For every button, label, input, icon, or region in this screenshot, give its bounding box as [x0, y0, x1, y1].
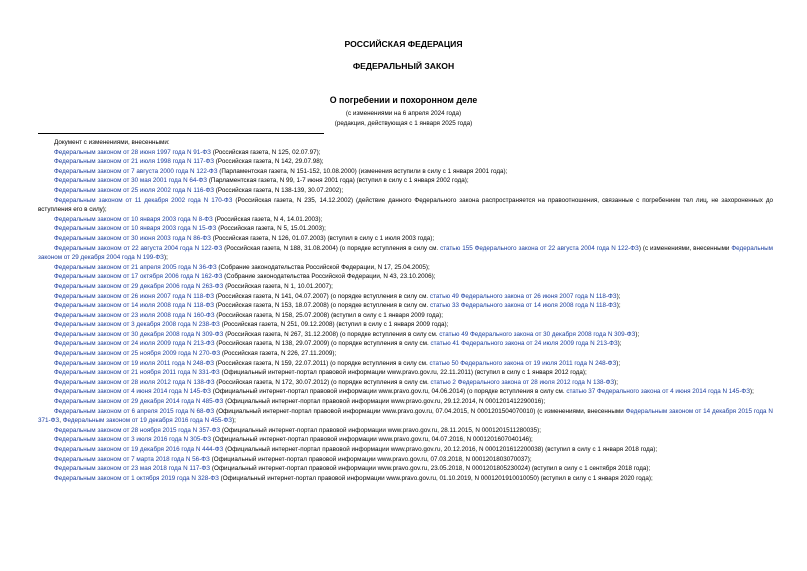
amendment-source-text: ) (с изменениями, внесенными	[638, 244, 732, 252]
amendment-source-text: (Официальный интернет-портал правовой информации www.pravo.gov.ru, 07.03.2018, N 0001201803070037);	[209, 455, 532, 463]
amendment-source-text: (Российская газета, N 188, 31.08.2004) (о порядке вступления в силу см.	[222, 244, 441, 252]
amendment-law-link[interactable]: Федеральным законом от 23 июля 2008 года N 160-ФЗ	[54, 311, 215, 319]
amendment-law-link[interactable]: Федеральным законом от 1 октября 2019 года N 328-ФЗ	[54, 474, 219, 482]
amendment-source-text: (Российская газета, N 235, 14.12.2002) (действие данного Федерального закона распространяется на правоотношения, связанные с погребением тел лиц, не захороненных до вступления его в силу);	[38, 196, 774, 214]
amendment-law-link[interactable]: Федеральным законом от 7 марта 2018 года N 56-ФЗ	[54, 455, 210, 463]
amendment-item	[38, 311, 773, 321]
amendment-law-link[interactable]: статью 2 Федерального закона от 28 июля 2012 года N 138-ФЗ	[430, 378, 615, 386]
amendment-law-link[interactable]: статью 50 Федерального закона от 19 июля 2011 года N 248-ФЗ	[429, 359, 617, 367]
amendment-law-link[interactable]: Федеральным законом от 28 июля 2012 года N 138-ФЗ	[54, 378, 215, 386]
amendment-source-text: );	[635, 330, 640, 338]
amendment-item	[38, 157, 773, 167]
amendment-law-link[interactable]: Федеральным законом от 7 августа 2000 года N 122-ФЗ	[54, 167, 218, 175]
amendment-source-text: (Собрание законодательства Российской Федерации, N 17, 25.04.2005);	[216, 263, 430, 271]
amendment-source-text: (Российская газета, N 159, 22.07.2011) (о порядке вступления в силу см.	[214, 359, 430, 367]
amendment-law-link[interactable]: Федеральным законом от 28 ноября 2015 года N 357-ФЗ	[54, 426, 221, 434]
amendment-law-link[interactable]: Федеральным законом от 3 декабря 2008 года N 238-ФЗ	[54, 321, 220, 329]
amendment-item	[38, 320, 773, 330]
amendment-law-link[interactable]: Федеральным законом от 4 июня 2014 года N 145-ФЗ	[54, 388, 211, 396]
amendment-source-text: (Российская газета, N 126, 01.07.2003) (вступил в силу с 1 июля 2003 года);	[210, 234, 435, 242]
amendment-source-text: (Официальный интернет-портал правовой информации www.pravo.gov.ru, 07.04.2015, N 0001201504070010) (с изменениями, внесенными	[214, 407, 626, 415]
amendment-item	[38, 378, 773, 388]
amendment-source-text: (Официальный интернет-портал правовой информации www.pravo.gov.ru, 28.11.2015, N 0001201511280035);	[220, 426, 542, 434]
changes-note: (с изменениями на 6 апреля 2024 года)	[345, 110, 462, 117]
amendments-list	[38, 148, 773, 484]
amendments-intro: Документ с изменениями, внесенными:	[54, 139, 170, 146]
amendment-law-link[interactable]: Федеральным законом от 30 мая 2001 года N 64-ФЗ	[54, 177, 208, 185]
amendment-source-text: (Российская газета, N 153, 18.07.2008) (о порядке вступления в силу см.	[214, 302, 430, 310]
amendment-item	[38, 435, 773, 445]
amendment-law-link[interactable]: статью 49 Федерального закона от 30 декабря 2008 года N 309-ФЗ	[439, 330, 636, 338]
amendment-source-text: (Российская газета, N 142, 29.07.98);	[214, 158, 324, 166]
amendment-source-text: (Российская газета, N 172, 30.07.2012) (о порядке вступления в силу см.	[214, 378, 431, 386]
amendment-law-link[interactable]: Федеральным законом от 19 декабря 2016 года N 455-ФЗ	[62, 417, 233, 425]
amendment-item	[38, 272, 773, 282]
document-title: О погребении и похоронном деле	[329, 95, 478, 105]
amendment-law-link[interactable]: Федеральным законом от 25 ноября 2009 года N 270-ФЗ	[54, 350, 221, 358]
amendment-item	[38, 455, 773, 465]
amendment-item	[38, 445, 773, 455]
amendment-law-link[interactable]: Федеральным законом от 23 мая 2018 года N 117-ФЗ	[54, 465, 211, 473]
amendment-item	[38, 234, 773, 244]
amendment-law-link[interactable]: Федеральным законом от 3 июля 2016 года N 305-ФЗ	[54, 436, 212, 444]
amendment-source-text: (Российская газета, N 138-139, 30.07.2002);	[214, 186, 344, 194]
amendment-item	[38, 215, 773, 225]
amendment-source-text: );	[616, 292, 621, 300]
amendment-law-link[interactable]: Федеральным законом от 29 декабря 2006 года N 263-ФЗ	[54, 282, 224, 290]
amendment-item	[38, 224, 773, 234]
amendment-law-link[interactable]: статью 37 Федерального закона от 4 июня 2014 года N 145-ФЗ	[566, 388, 751, 396]
amendment-source-text: );	[750, 388, 754, 396]
amendment-item	[38, 349, 773, 359]
amendment-law-link[interactable]: статью 155 Федерального закона от 22 августа 2004 года N 122-ФЗ	[440, 244, 639, 252]
amendment-law-link[interactable]: Федеральным законом от 14 декабря 2015 года N 371-ФЗ	[38, 407, 773, 425]
amendment-item	[38, 301, 773, 311]
amendment-law-link[interactable]: Федеральным законом от 21 апреля 2005 года N 36-ФЗ	[54, 263, 217, 271]
amendment-source-text: (Российская газета, N 1, 10.01.2007);	[223, 282, 333, 290]
amendment-source-text: (Российская газета, N 141, 04.07.2007) (о порядке вступления в силу см.	[214, 292, 430, 300]
amendment-item	[38, 167, 773, 177]
amendment-law-link[interactable]: Федеральным законом от 28 июня 1997 года N 91-ФЗ	[54, 148, 211, 156]
amendment-item	[38, 387, 773, 397]
amendment-item	[38, 426, 773, 436]
amendment-source-text: (Официальный интернет-портал правовой информации www.pravo.gov.ru, 29.12.2014, N 0001201412290016);	[223, 398, 546, 406]
amendment-source-text: (Официальный интернет-портал правовой информации www.pravo.gov.ru, 23.05.2018, N 0001201805230024) (вступил в силу с 1 сентября 2018 года);	[210, 465, 651, 473]
amendment-item	[38, 359, 773, 369]
amendment-source-text: (Официальный интернет-портал правовой информации www.pravo.gov.ru, 04.07.2016, N 0001201607040146);	[211, 436, 533, 444]
amendment-item	[38, 196, 773, 215]
amendment-source-text: );	[614, 378, 619, 386]
amendment-source-text: );	[617, 340, 622, 348]
amendment-law-link[interactable]: Федеральным законом от 26 июня 2007 года N 118-ФЗ	[54, 292, 214, 300]
amendment-item	[38, 176, 773, 186]
amendment-source-text: (Российская газета, N 125, 02.07.97);	[210, 148, 321, 156]
amendment-item	[38, 282, 773, 292]
amendment-source-text: );	[232, 417, 236, 425]
amendment-law-link[interactable]: Федеральным законом от 29 декабря 2014 года N 485-ФЗ	[54, 398, 224, 406]
amendment-law-link[interactable]: статью 33 Федерального закона от 14 июля 2008 года N 118-ФЗ	[429, 302, 617, 310]
country-heading: РОССИЙСКАЯ ФЕДЕРАЦИЯ	[344, 39, 463, 49]
amendment-source-text: (Официальный интернет-портал правовой информации www.pravo.gov.ru, 01.10.2019, N 0001201910010050) (вступил в силу с 1 января 2020 года);	[218, 474, 653, 482]
amendment-law-link[interactable]: Федеральным законом от 25 июля 2002 года N 116-ФЗ	[54, 186, 215, 194]
amendment-source-text: (Парламентская газета, N 151-152, 10.08.2000) (изменения вступили в силу с 1 января 2001 года);	[217, 167, 508, 175]
amendment-source-text: (Российская газета, N 138, 29.07.2009) (о порядке вступления в силу см.	[214, 340, 431, 348]
amendment-law-link[interactable]: статью 49 Федерального закона от 26 июня 2007 года N 118-ФЗ	[429, 292, 617, 300]
amendment-source-text: (Российская газета, N 5, 15.01.2003);	[216, 225, 326, 233]
amendment-source-text: (Официальный интернет-портал правовой информации www.pravo.gov.ru, 04.06.2014) (о порядке вступления в силу см.	[210, 388, 567, 396]
amendment-item	[38, 407, 773, 426]
amendment-law-link[interactable]: Федеральным законом от 19 декабря 2016 года N 444-ФЗ	[54, 446, 224, 453]
amendment-law-link[interactable]: Федеральным законом от 21 ноября 2011 года N 331-ФЗ	[54, 369, 220, 377]
amendment-item	[38, 292, 773, 302]
amendment-source-text: (Официальный интернет-портал правовой информации www.pravo.gov.ru, 22.11.2011) (вступил в силу с 1 января 2012 года);	[219, 369, 587, 377]
amendment-law-link[interactable]: Федеральным законом от 30 июня 2003 года N 86-ФЗ	[54, 234, 211, 242]
amendment-item	[38, 397, 773, 407]
amendment-item	[38, 244, 773, 263]
amendment-item	[38, 474, 773, 484]
amendment-source-text: (Российская газета, N 158, 25.07.2008) (вступил в силу с 1 января 2009 года);	[214, 311, 444, 319]
amendment-source-text: (Официальный интернет-портал правовой информации www.pravo.gov.ru, 20.12.2016, N 0001201612200038) (вступил в силу с 1 января 2018 года);	[223, 446, 658, 453]
amendment-law-link[interactable]: Федеральным законом от 29 декабря 2004 года N 199-ФЗ	[38, 244, 773, 262]
amendment-source-text: );	[164, 254, 168, 262]
amendment-source-text: (Собрание законодательства Российской Федерации, N 43, 23.10.2006);	[222, 273, 436, 281]
amendment-source-text: (Российская газета, N 267, 31.12.2008) (о порядке вступления в силу см.	[223, 330, 440, 338]
amendment-law-link[interactable]: Федеральным законом от 10 января 2003 года N 15-ФЗ	[54, 225, 217, 233]
amendment-law-link[interactable]: Федеральным законом от 21 июля 1998 года N 117-ФЗ	[54, 158, 215, 166]
amendment-law-link[interactable]: Федеральным законом от 6 апреля 2015 года N 68-ФЗ	[54, 407, 215, 415]
amendment-law-link[interactable]: Федеральным законом от 17 октября 2006 года N 162-ФЗ	[54, 273, 223, 281]
amendment-item	[38, 148, 773, 158]
amendment-item	[38, 339, 773, 349]
amendment-source-text: (Российская газета, N 226, 27.11.2009);	[220, 350, 337, 358]
amendment-source-text: (Парламентская газета, N 99, 1-7 июня 2001 года) (вступил в силу с 1 января 2002 года);	[207, 177, 469, 185]
amendment-item	[38, 330, 773, 340]
amendment-item	[38, 263, 773, 273]
amendment-source-text: );	[616, 359, 621, 367]
amendment-law-link[interactable]: Федеральным законом от 30 декабря 2008 года N 309-ФЗ	[54, 330, 224, 338]
amendment-item	[38, 368, 773, 378]
edition-note: (редакция, действующая с 1 января 2025 года)	[334, 120, 473, 127]
amendment-item	[38, 464, 773, 474]
amendment-source-text: );	[616, 302, 621, 310]
amendment-law-link[interactable]: Федеральным законом от 19 июля 2011 года N 248-ФЗ	[54, 359, 215, 367]
header-divider	[38, 133, 324, 134]
amendment-item	[38, 186, 773, 196]
amendment-law-link[interactable]: Федеральным законом от 22 августа 2004 года N 122-ФЗ	[54, 244, 223, 252]
amendments-block	[38, 138, 773, 483]
amendment-law-link[interactable]: Федеральным законом от 10 января 2003 года N 8-ФЗ	[54, 215, 213, 223]
amendment-law-link[interactable]: Федеральным законом от 14 июля 2008 года N 118-ФЗ	[54, 302, 215, 310]
amendment-law-link[interactable]: Федеральным законом от 11 декабря 2002 года N 170-ФЗ	[54, 196, 233, 204]
amendment-source-text: (Российская газета, N 251, 09.12.2008) (вступил в силу с 1 января 2009 года);	[219, 321, 449, 329]
amendment-source-text: ,	[59, 417, 63, 425]
amendment-source-text: (Российская газета, N 4, 14.01.2003);	[212, 215, 323, 223]
document-type-heading: ФЕДЕРАЛЬНЫЙ ЗАКОН	[352, 61, 455, 71]
amendment-law-link[interactable]: Федеральным законом от 24 июля 2009 года N 213-ФЗ	[54, 340, 215, 348]
amendment-law-link[interactable]: статью 41 Федерального закона от 24 июля 2009 года N 213-ФЗ	[430, 340, 618, 348]
